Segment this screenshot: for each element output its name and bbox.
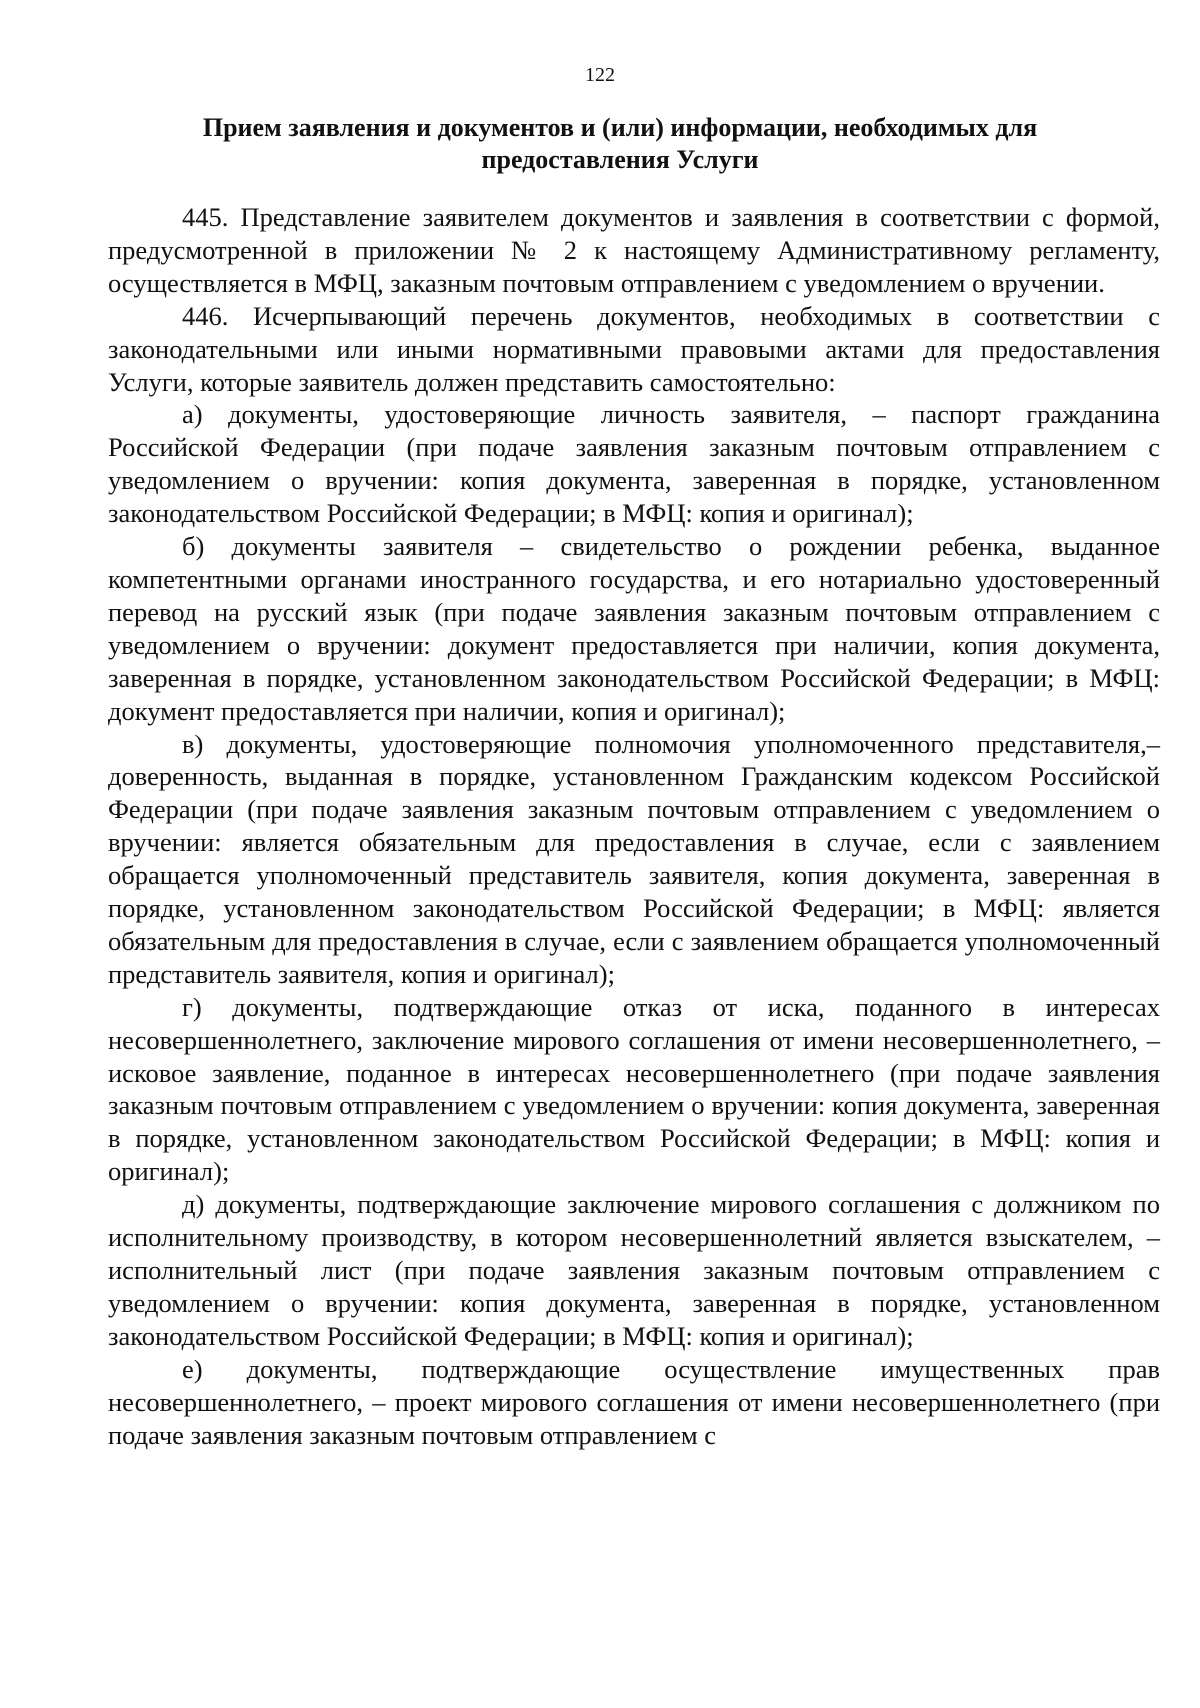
list-item-d: д) документы, подтверждающие заключение мирового соглашения с должником по исполнительному производству, в котором несовершеннолетний является взыскателем, – исполнительный лист (при подаче заявления заказным почтовым отправлением с уведомлением о вручении: копия документа, заверенная в порядке, установленном законодательством Российской Федерации; в МФЦ: копия и оригинал); bbox=[108, 1189, 1160, 1351]
list-item-g: г) документы, подтверждающие отказ от иска, поданного в интересах несовершеннолетнего, заключение мирового соглашения от имени несовершеннолетнего, – исковое заявление, поданное в интересах несовершеннолетнего (при подаче заявления заказным почтовым отправлением с уведомлением о вручении: копия документа, заверенная в порядке, установленном законодательством Российской Федерации; в МФЦ: копия и оригинал); bbox=[108, 991, 1160, 1187]
paragraph-445: 445. Представление заявителем документов и заявления в соответствии с формой, предусмотренной в приложении № 2 к настоящему Административному регламенту, осуществляется в МФЦ, заказным почтовым отправлением с уведомлением о вручении. bbox=[108, 202, 1160, 298]
section-title bbox=[140, 112, 1100, 176]
section-title-line-1: Прием заявления и документов и (или) информации, необходимых для bbox=[202, 113, 1038, 142]
list-item-b: б) документы заявителя – свидетельство о рождении ребенка, выданное компетентными органами иностранного государства, и его нотариально удостоверенный перевод на русский язык (при подаче заявления заказным почтовым отправлением с уведомлением о вручении: документ предоставляется при наличии, копия документа, заверенная в порядке, установленном законодательством Российской Федерации; в МФЦ: документ предоставляется при наличии, копия и оригинал); bbox=[108, 531, 1160, 726]
list-item-v: в) документы, удостоверяющие полномочия уполномоченного представителя,– доверенность, выданная в порядке, установленном Гражданским кодексом Российской Федерации (при подаче заявления заказным почтовым отправлением с уведомлением о вручении: является обязательным для предоставления в случае, если с заявлением обращается уполномоченный представитель заявителя, копия документа, заверенная в порядке, установленном законодательством Российской Федерации; в МФЦ: является обязательным для предоставления в случае, если с заявлением обращается уполномоченный представитель заявителя, копия и оригинал); bbox=[108, 728, 1160, 989]
list-item-a: а) документы, удостоверяющие личность заявителя, – паспорт гражданина Российской Федерации (при подаче заявления заказным почтовым отправлением с уведомлением о вручении: копия документа, заверенная в порядке, установленном законодательством Российской Федерации; в МФЦ: копия и оригинал); bbox=[108, 399, 1160, 529]
section-title-line-2: предоставления Услуги bbox=[481, 145, 759, 174]
paragraph-446: 446. Исчерпывающий перечень документов, необходимых в соответствии с законодательными или иными нормативными правовыми актами для предоставления Услуги, которые заявитель должен представить самостоятельно: bbox=[108, 300, 1160, 397]
document-body bbox=[108, 201, 1160, 1451]
page-number: 122 bbox=[585, 64, 615, 86]
list-item-e: е) документы, подтверждающие осуществление имущественных прав несовершеннолетнего, – проект мирового соглашения от имени несовершеннолетнего (при подаче заявления заказным почтовым отправлением с bbox=[108, 1353, 1160, 1450]
